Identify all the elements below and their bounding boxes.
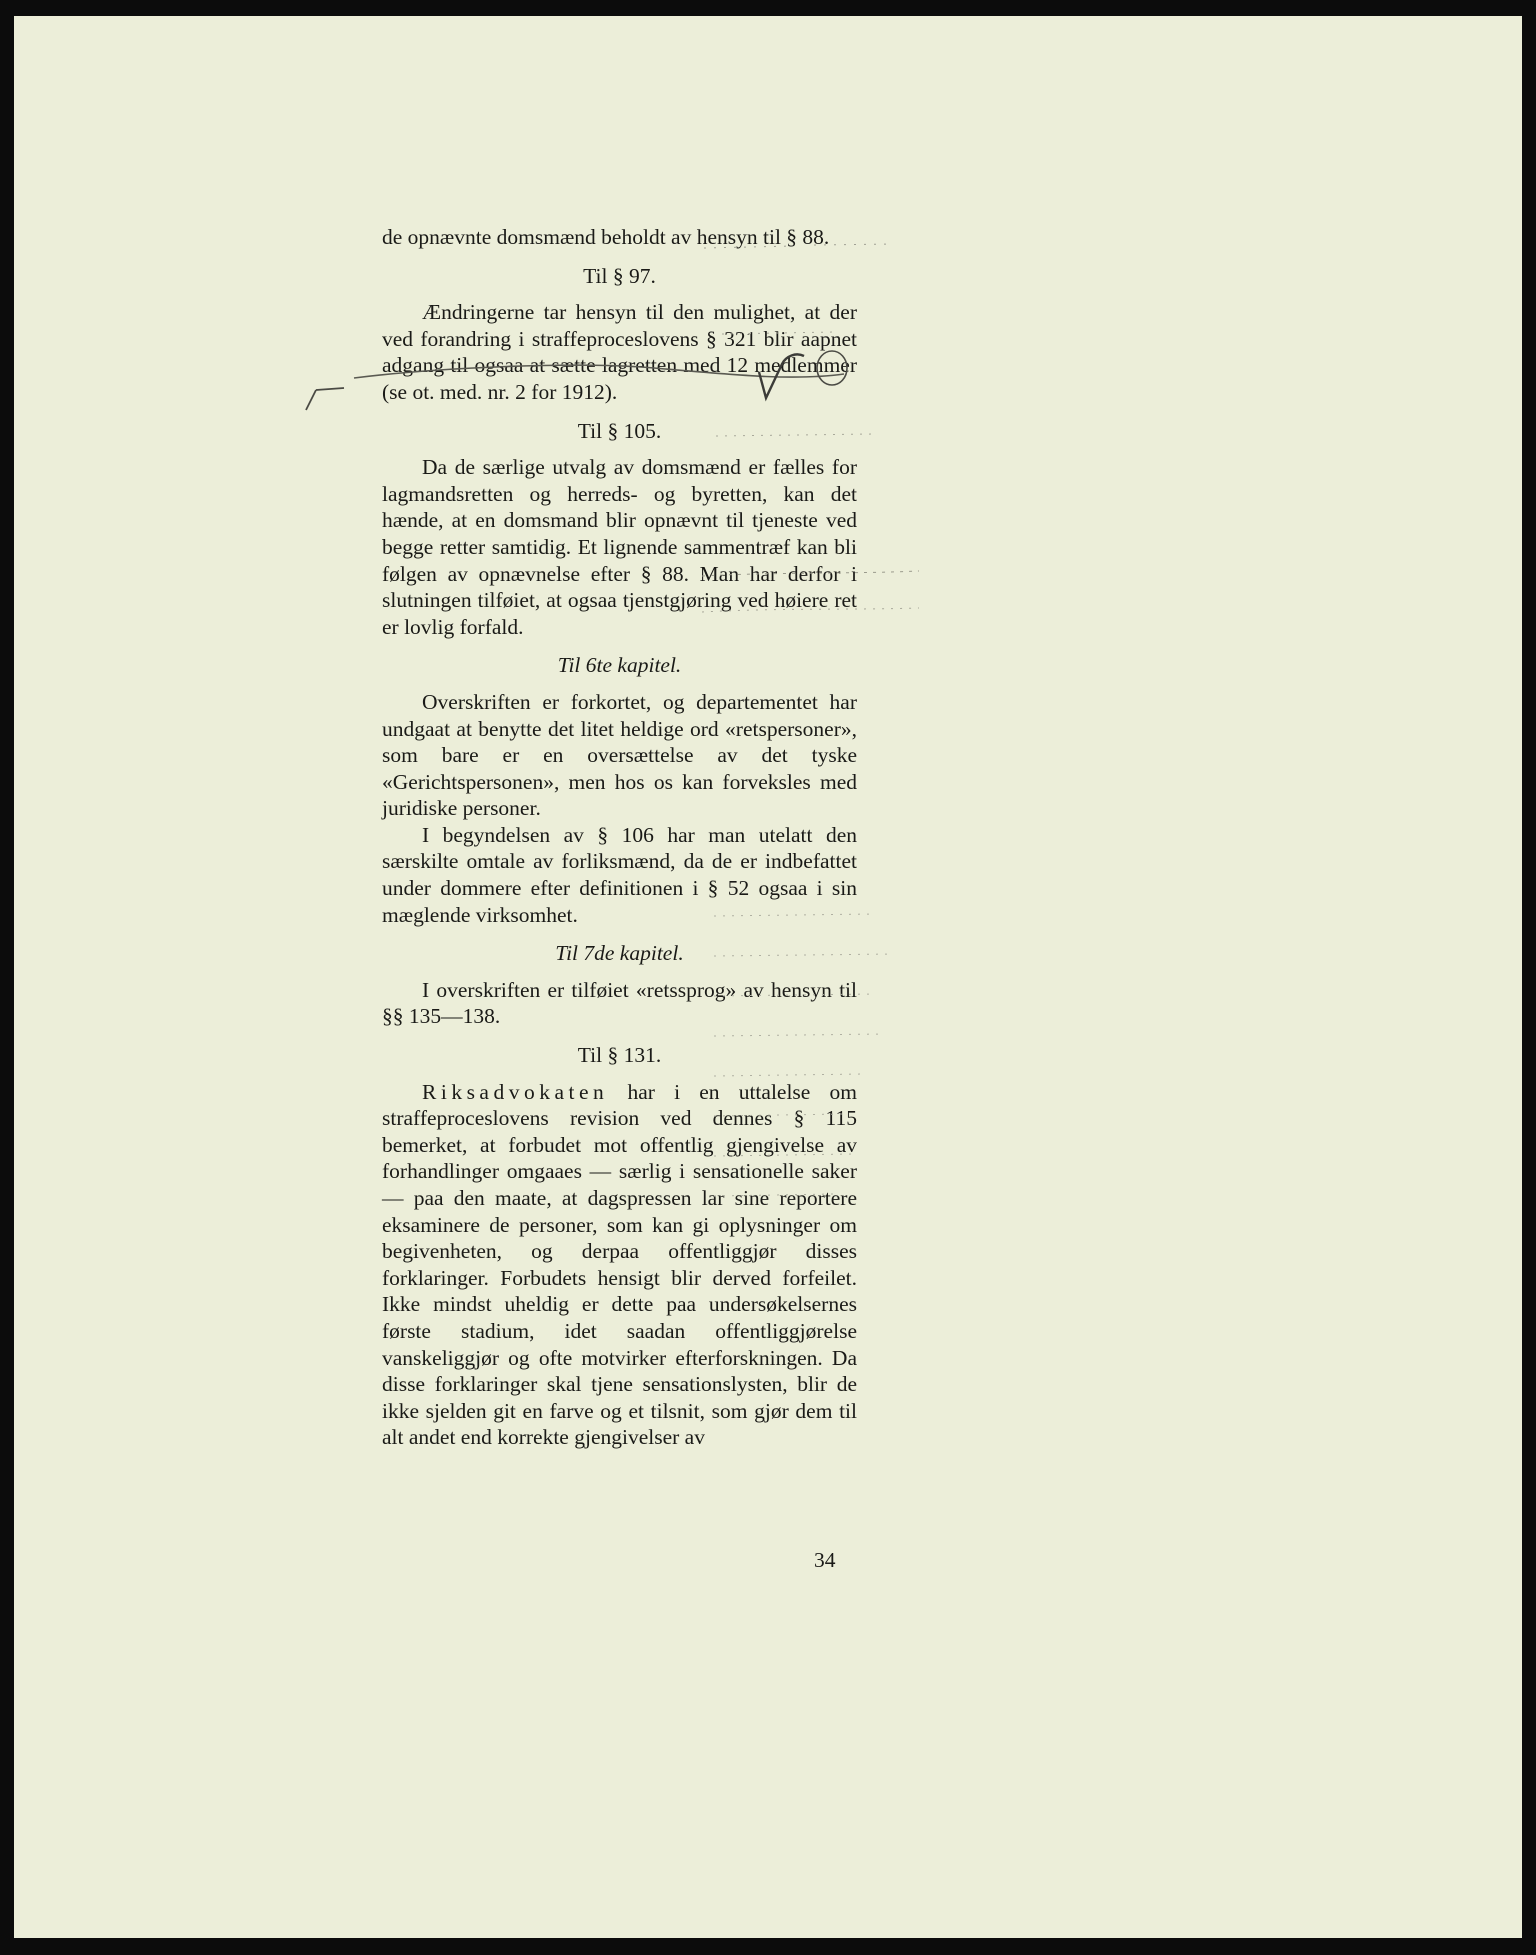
intro-paragraph: de opnævnte domsmænd beholdt av hensyn til § 88. (382, 225, 830, 249)
ghost-text-line (714, 914, 894, 1196)
pencil-annotations (14, 16, 1522, 1938)
document-page (14, 16, 1522, 1938)
section-105-paragraph: Da de særlige utvalg av domsmænd er fælles for lagmandsretten og herreds- og byretten, kan det hænde, at en domsmand blir opnævnt til tjeneste ved begge retter samtidig. Et lignende sammentræf kan bli følgen av opnævnelse efter § 88. Man har derfor i slutningen tilføiet, at ogsaa tjenstgjøring ved høiere ret er lovlig forfald. (382, 455, 857, 639)
ghost-text-line (704, 244, 894, 248)
page-number: 34 (814, 1548, 836, 1572)
chapter-6-paragraph-2: I begyndelsen av § 106 har man utelatt den særskilte omtale av forliksmænd, da de er indbefattet under dommere efter definitionen i § 52 ogsaa i sin mæglende virksomhet. (382, 822, 857, 927)
section-heading-chapter-7: Til 7de kapitel. (555, 941, 684, 966)
section-heading-97: Til § 97. (583, 263, 656, 288)
section-heading-131: Til § 131. (577, 1043, 662, 1068)
chapter-6-paragraph-1: Overskriften er forkortet, og departementet har undgaat at benytte det litet heldige ord «retspersoner», som bare er en oversættelse av det tyske «Gerichtspersonen», men hos os kan forveksles med juridiske personer. (382, 689, 857, 821)
pencil-circle-mark (817, 351, 847, 385)
pencil-underline-mark (354, 365, 844, 378)
ghost-text-line (702, 608, 919, 612)
ghost-text-line (722, 332, 834, 334)
chapter-7-paragraph: I overskriften er tilføiet «retssprog» av hensyn til §§ 135—138. (382, 977, 857, 1029)
ghost-text-line (716, 434, 874, 436)
spaced-word-riksadvokaten: Riksadvokaten (422, 1079, 609, 1104)
section-131-text: har i en uttalelse om straffeproceslovens revision ved dennes § 115 bemerket, at forbudet mot offentlig gjengivelse av forhandlinger omgaaes — særlig i sensationelle saker — paa den maate, at dagspressen lar sine reportere eksaminere de personer, som kan gi oplysninger om begivenheten, og derpaa offentliggjør disses forklaringer. Forbudets hensigt blir derved forfeilet. Ikke mindst uheldig er dette paa undersøkelsernes første stadium, idet saadan offentliggjørelse vanskeliggjør og ofte motvirker efterforskningen. Da disse forklaringer skal tjene sensationslysten, blir de ikke sjelden git en farve og et tilsnit, som gjør dem til alt andet end korrekte gjengivelser av (382, 1079, 857, 1450)
section-heading-chapter-6: Til 6te kapitel. (557, 653, 682, 678)
pencil-check-mark (306, 388, 344, 410)
section-97-paragraph: Ændringerne tar hensyn til den mulighet, at der ved forandring i straffeproceslovens § 321 blir aapnet adgang til ogsaa at sætte lagretten med 12 medlemmer (se ot. med. nr. 2 for 1912). (382, 300, 857, 404)
ghost-text-line (702, 571, 919, 576)
section-heading-105: Til § 105. (577, 418, 662, 443)
